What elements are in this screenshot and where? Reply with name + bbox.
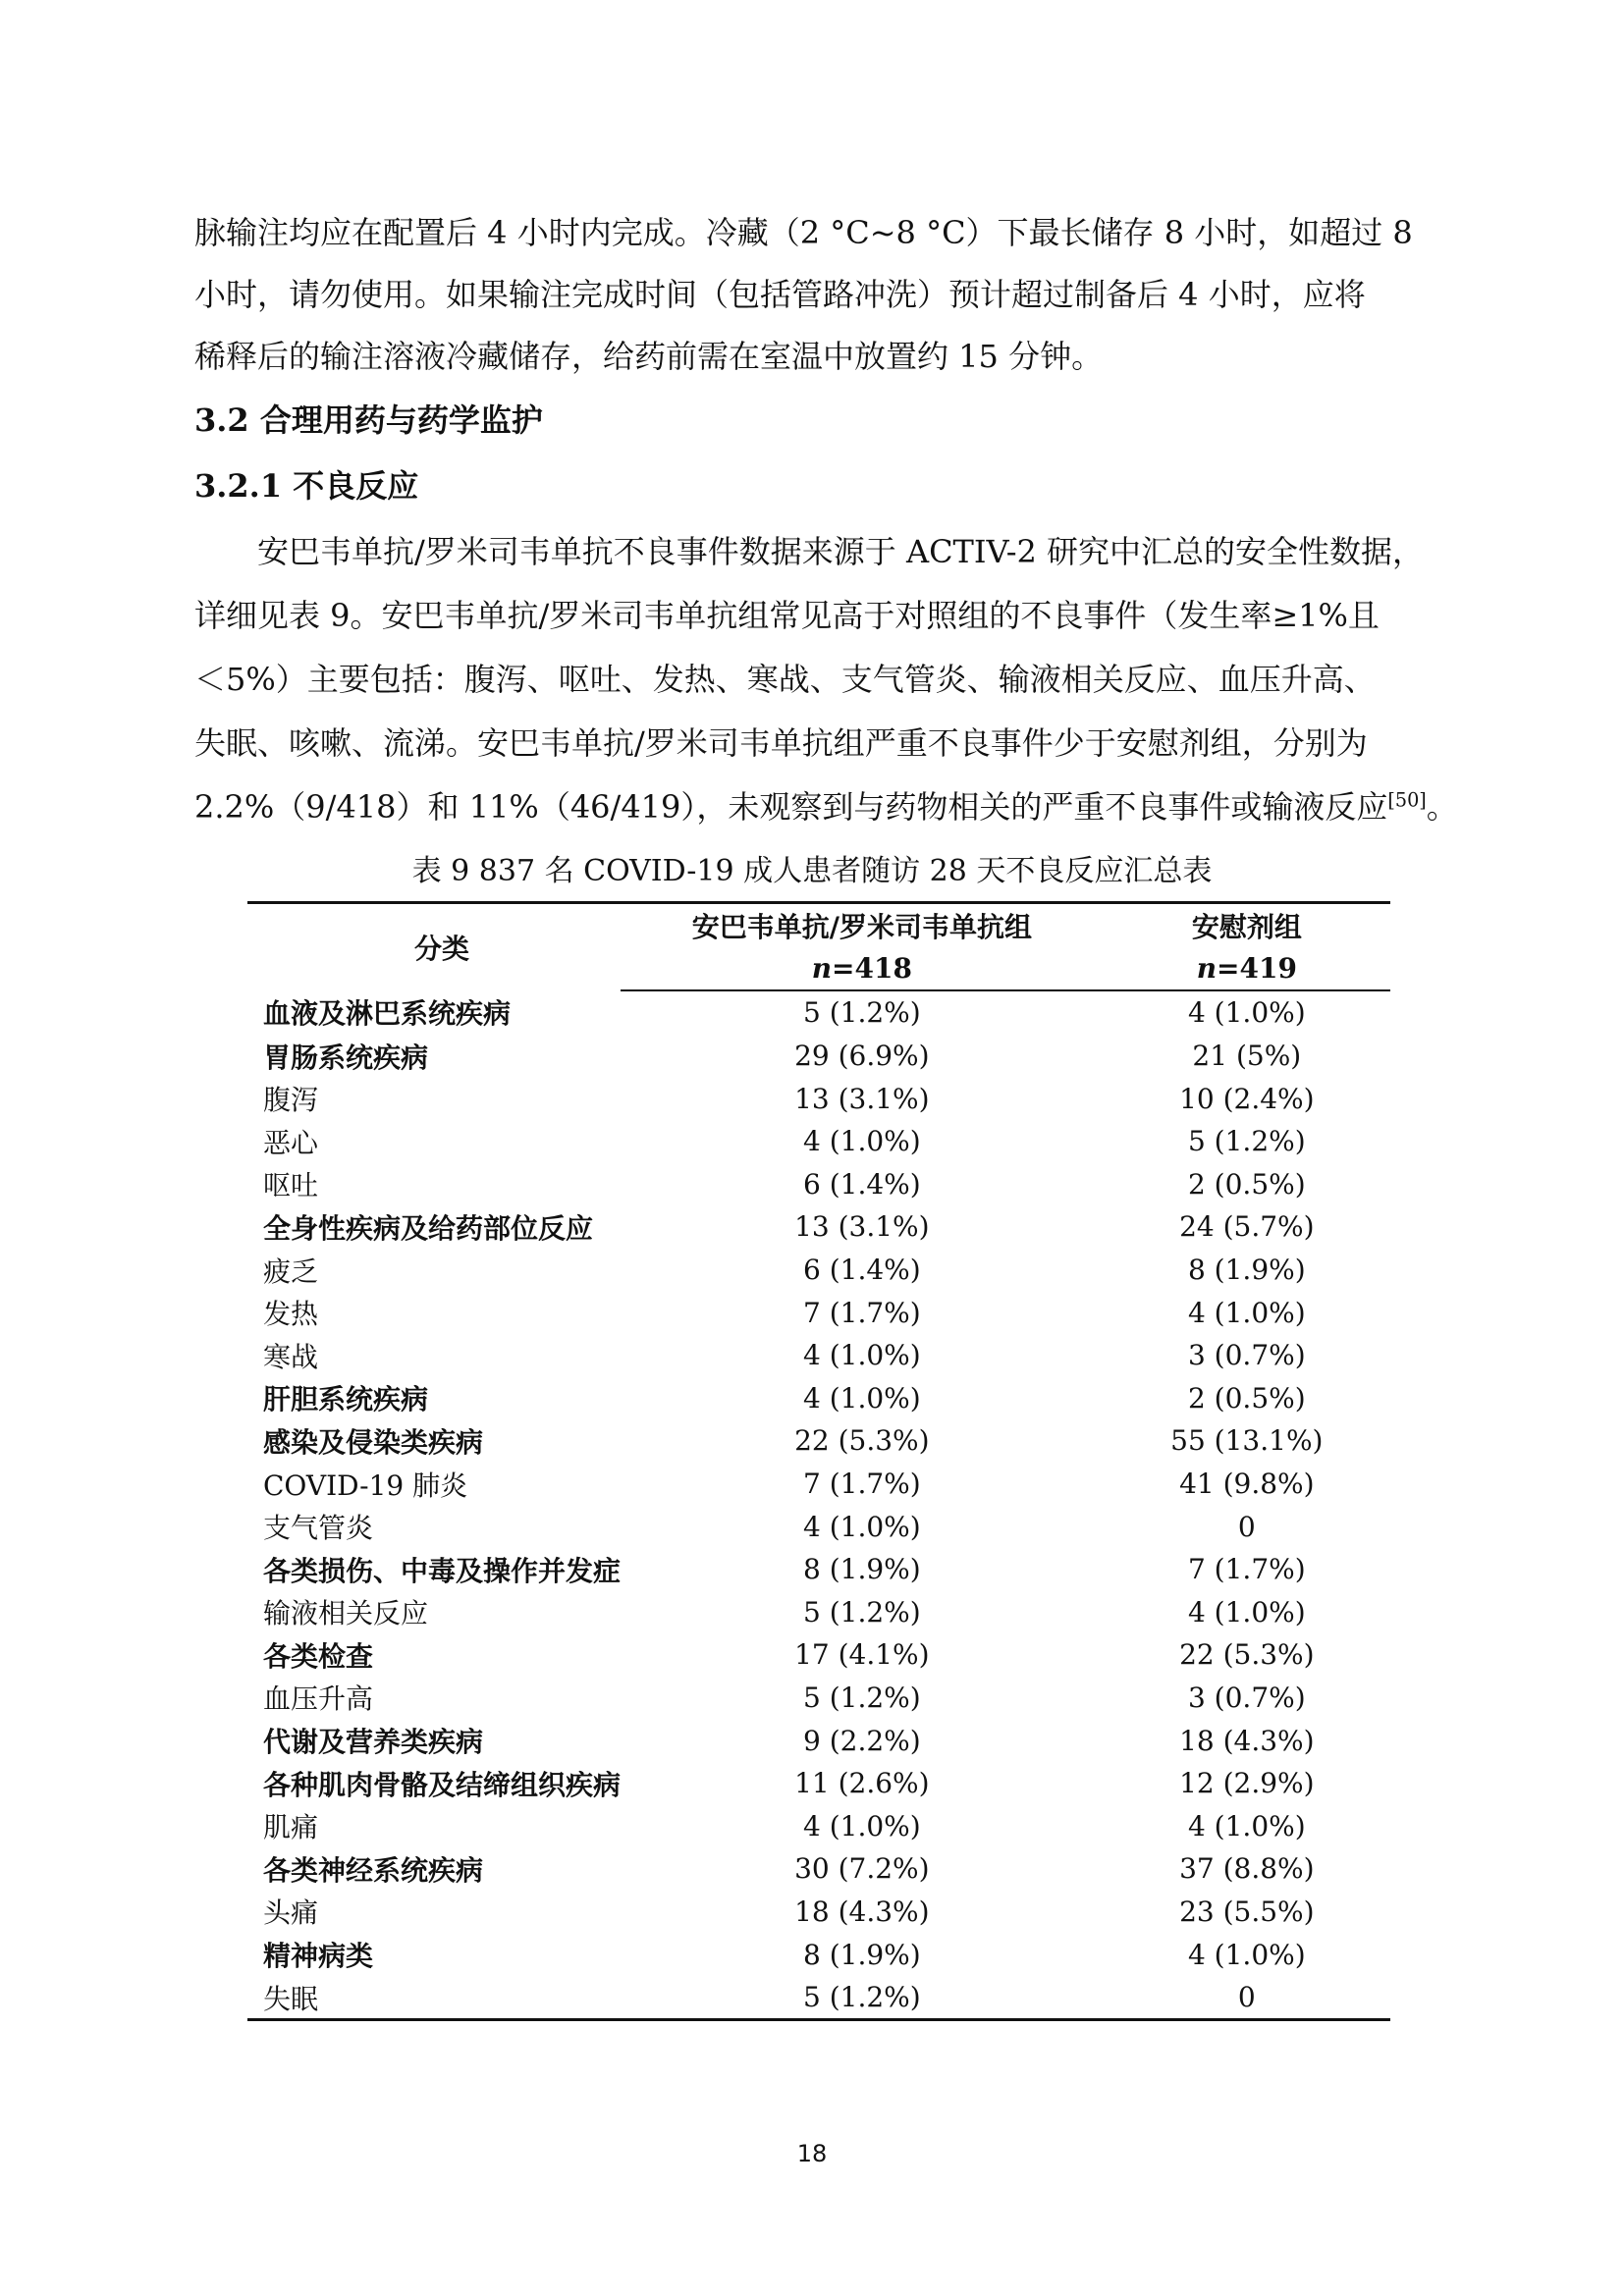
category-cell: 肝胆系统疾病 bbox=[263, 1383, 429, 1416]
category-cell: 腹泻 bbox=[263, 1084, 319, 1117]
category-cell: 头痛 bbox=[263, 1896, 319, 1930]
citation-reference: [50] bbox=[1387, 788, 1427, 812]
column-header-placebo-group: 安慰剂组 bbox=[1104, 903, 1390, 947]
table-row bbox=[247, 1035, 1390, 1078]
table-row bbox=[247, 1633, 1390, 1677]
placebo-group-cell: 4 (1.0%) bbox=[1187, 1938, 1306, 1971]
category-cell: COVID-19 肺炎 bbox=[263, 1468, 468, 1502]
placebo-group-cell: 0 bbox=[1104, 1976, 1390, 2020]
placebo-group-cell: 7 (1.7%) bbox=[1187, 1553, 1306, 1586]
table-row bbox=[247, 990, 1390, 1035]
category-cell: 失眠 bbox=[247, 1976, 621, 2020]
table-row bbox=[247, 1804, 1390, 1847]
drug-group-cell: 22 (5.3%) bbox=[794, 1424, 930, 1458]
body-text-line: 失眠、咳嗽、流涕。安巴韦单抗/罗米司韦单抗组严重不良事件少于安慰剂组，分别为 bbox=[194, 724, 1368, 762]
placebo-group-cell: 23 (5.5%) bbox=[1179, 1895, 1315, 1928]
n-symbol: n bbox=[811, 951, 833, 985]
table-row bbox=[247, 1847, 1390, 1891]
placebo-group-cell: 24 (5.7%) bbox=[1179, 1210, 1315, 1244]
sample-size-placebo bbox=[1104, 947, 1390, 991]
body-text-line: 小时，请勿使用。如果输注完成时间（包括管路冲洗）预计超过制备后 4 小时，应将 bbox=[194, 276, 1366, 313]
table-row bbox=[247, 1933, 1390, 1976]
table-row bbox=[247, 1291, 1390, 1334]
placebo-group-cell: 41 (9.8%) bbox=[1179, 1468, 1315, 1501]
table-row bbox=[247, 1249, 1390, 1292]
placebo-group-cell: 18 (4.3%) bbox=[1179, 1724, 1315, 1757]
adverse-events-table bbox=[247, 901, 1390, 2021]
placebo-group-cell: 37 (8.8%) bbox=[1179, 1852, 1315, 1886]
body-text-line bbox=[194, 788, 1458, 826]
table-row bbox=[247, 1463, 1390, 1506]
n-value: =418 bbox=[832, 951, 912, 985]
subsection-heading: 3.2.1 不良反应 bbox=[194, 467, 419, 505]
drug-group-cell: 4 (1.0%) bbox=[802, 1339, 921, 1372]
n-symbol: n bbox=[1196, 951, 1218, 985]
table-row bbox=[247, 1719, 1390, 1762]
body-text-line: 安巴韦单抗/罗米司韦单抗不良事件数据来源于 ACTIV-2 研究中汇总的安全性数据， bbox=[257, 533, 1425, 570]
category-cell: 感染及侵染类疾病 bbox=[263, 1425, 484, 1459]
drug-group-cell: 6 (1.4%) bbox=[802, 1167, 921, 1201]
placebo-group-cell: 10 (2.4%) bbox=[1179, 1082, 1315, 1115]
table-caption: 表 9 837 名 COVID-19 成人患者随访 28 天不良反应汇总表 bbox=[411, 854, 1213, 888]
drug-group-cell: 13 (3.1%) bbox=[794, 1082, 930, 1115]
table-row bbox=[247, 1419, 1390, 1463]
drug-group-cell: 8 (1.9%) bbox=[802, 1553, 921, 1586]
page-number: 18 bbox=[796, 2140, 828, 2167]
table-row bbox=[247, 1163, 1390, 1206]
drug-group-cell: 5 (1.2%) bbox=[802, 1595, 921, 1629]
placebo-group-cell: 4 (1.0%) bbox=[1187, 996, 1306, 1030]
table-row bbox=[247, 1334, 1390, 1377]
body-text-line: 脉输注均应在配置后 4 小时内完成。冷藏（2 °C~8 °C）下最长储存 8 小时，如超过 8 bbox=[194, 214, 1413, 251]
drug-group-cell: 6 (1.4%) bbox=[802, 1254, 921, 1287]
column-header-drug-group: 安巴韦单抗/罗米司韦单抗组 bbox=[621, 903, 1104, 947]
drug-group-cell: 4 (1.0%) bbox=[802, 1809, 921, 1842]
table-row bbox=[247, 1205, 1390, 1249]
drug-group-cell: 4 (1.0%) bbox=[802, 1125, 921, 1158]
placebo-group-cell: 4 (1.0%) bbox=[1187, 1809, 1306, 1842]
drug-group-cell: 13 (3.1%) bbox=[794, 1210, 930, 1244]
category-cell: 呕吐 bbox=[263, 1169, 319, 1202]
body-text-line: 稀释后的输注溶液冷藏储存，给药前需在室温中放置约 15 分钟。 bbox=[194, 338, 1104, 375]
category-cell: 寒战 bbox=[263, 1340, 319, 1373]
drug-group-cell: 5 (1.2%) bbox=[621, 1976, 1104, 2020]
drug-group-cell: 30 (7.2%) bbox=[794, 1852, 930, 1886]
table-row bbox=[247, 1891, 1390, 1934]
category-cell: 各类检查 bbox=[263, 1639, 374, 1673]
category-cell: 各类神经系统疾病 bbox=[263, 1853, 484, 1887]
category-cell: 疲乏 bbox=[263, 1255, 319, 1288]
category-cell: 肌痛 bbox=[263, 1811, 319, 1844]
category-cell: 各类损伤、中毒及操作并发症 bbox=[263, 1554, 622, 1587]
drug-group-cell: 8 (1.9%) bbox=[802, 1938, 921, 1971]
table-row bbox=[247, 1677, 1390, 1720]
placebo-group-cell: 55 (13.1%) bbox=[1170, 1424, 1324, 1458]
placebo-group-cell: 3 (0.7%) bbox=[1187, 1681, 1306, 1714]
category-cell: 胃肠系统疾病 bbox=[263, 1041, 429, 1074]
table-row bbox=[247, 1548, 1390, 1591]
category-cell: 血压升高 bbox=[263, 1682, 374, 1716]
table-row bbox=[247, 1591, 1390, 1634]
body-text: 2.2%（9/418）和 11%（46/419），未观察到与药物相关的严重不良事件或输液反应 bbox=[194, 788, 1388, 826]
drug-group-cell: 17 (4.1%) bbox=[794, 1638, 930, 1672]
drug-group-cell: 4 (1.0%) bbox=[802, 1381, 921, 1415]
category-cell: 精神病类 bbox=[263, 1940, 374, 1973]
table-row bbox=[247, 1505, 1390, 1548]
category-cell: 发热 bbox=[263, 1298, 319, 1331]
table-body bbox=[247, 990, 1390, 2020]
drug-group-cell: 4 (1.0%) bbox=[802, 1510, 921, 1543]
placebo-group-cell: 8 (1.9%) bbox=[1187, 1254, 1306, 1287]
drug-group-cell: 5 (1.2%) bbox=[802, 1681, 921, 1714]
placebo-group-cell: 4 (1.0%) bbox=[1187, 1595, 1306, 1629]
drug-group-cell: 7 (1.7%) bbox=[802, 1296, 921, 1329]
placebo-group-cell: 4 (1.0%) bbox=[1187, 1296, 1306, 1329]
placebo-group-cell: 2 (0.5%) bbox=[1187, 1167, 1306, 1201]
drug-group-cell: 9 (2.2%) bbox=[802, 1724, 921, 1757]
body-text-line: ＜5%）主要包括：腹泻、呕吐、发热、寒战、支气管炎、输液相关反应、血压升高、 bbox=[194, 661, 1376, 698]
column-header-category: 分类 bbox=[247, 903, 621, 991]
category-cell: 输液相关反应 bbox=[263, 1597, 429, 1630]
table-row bbox=[247, 1976, 1390, 2020]
category-cell: 代谢及营养类疾病 bbox=[263, 1726, 484, 1759]
table-row bbox=[247, 1762, 1390, 1805]
section-heading: 3.2 合理用药与药学监护 bbox=[194, 401, 543, 439]
n-value: =419 bbox=[1217, 951, 1297, 985]
table-row bbox=[247, 1120, 1390, 1163]
placebo-group-cell: 22 (5.3%) bbox=[1179, 1638, 1315, 1672]
placebo-group-cell: 21 (5%) bbox=[1192, 1040, 1302, 1073]
table-row bbox=[247, 1377, 1390, 1420]
placebo-group-cell: 3 (0.7%) bbox=[1187, 1339, 1306, 1372]
placebo-group-cell: 0 bbox=[1237, 1510, 1256, 1543]
table-row bbox=[247, 1077, 1390, 1120]
category-cell: 恶心 bbox=[263, 1126, 319, 1159]
category-cell: 各种肌肉骨骼及结缔组织疾病 bbox=[263, 1768, 622, 1801]
body-text: 。 bbox=[1426, 788, 1458, 826]
category-cell: 支气管炎 bbox=[263, 1512, 374, 1545]
category-cell: 血液及淋巴系统疾病 bbox=[263, 997, 512, 1031]
placebo-group-cell: 2 (0.5%) bbox=[1187, 1381, 1306, 1415]
drug-group-cell: 29 (6.9%) bbox=[794, 1040, 930, 1073]
drug-group-cell: 7 (1.7%) bbox=[802, 1468, 921, 1501]
drug-group-cell: 11 (2.6%) bbox=[794, 1767, 930, 1800]
drug-group-cell: 5 (1.2%) bbox=[802, 996, 921, 1030]
placebo-group-cell: 5 (1.2%) bbox=[1187, 1125, 1306, 1158]
sample-size-drug bbox=[621, 947, 1104, 991]
body-text-line: 详细见表 9。安巴韦单抗/罗米司韦单抗组常见高于对照组的不良事件（发生率≥1%且 bbox=[194, 597, 1380, 634]
category-cell: 全身性疾病及给药部位反应 bbox=[263, 1211, 594, 1245]
placebo-group-cell: 12 (2.9%) bbox=[1179, 1767, 1315, 1800]
drug-group-cell: 18 (4.3%) bbox=[794, 1895, 930, 1928]
